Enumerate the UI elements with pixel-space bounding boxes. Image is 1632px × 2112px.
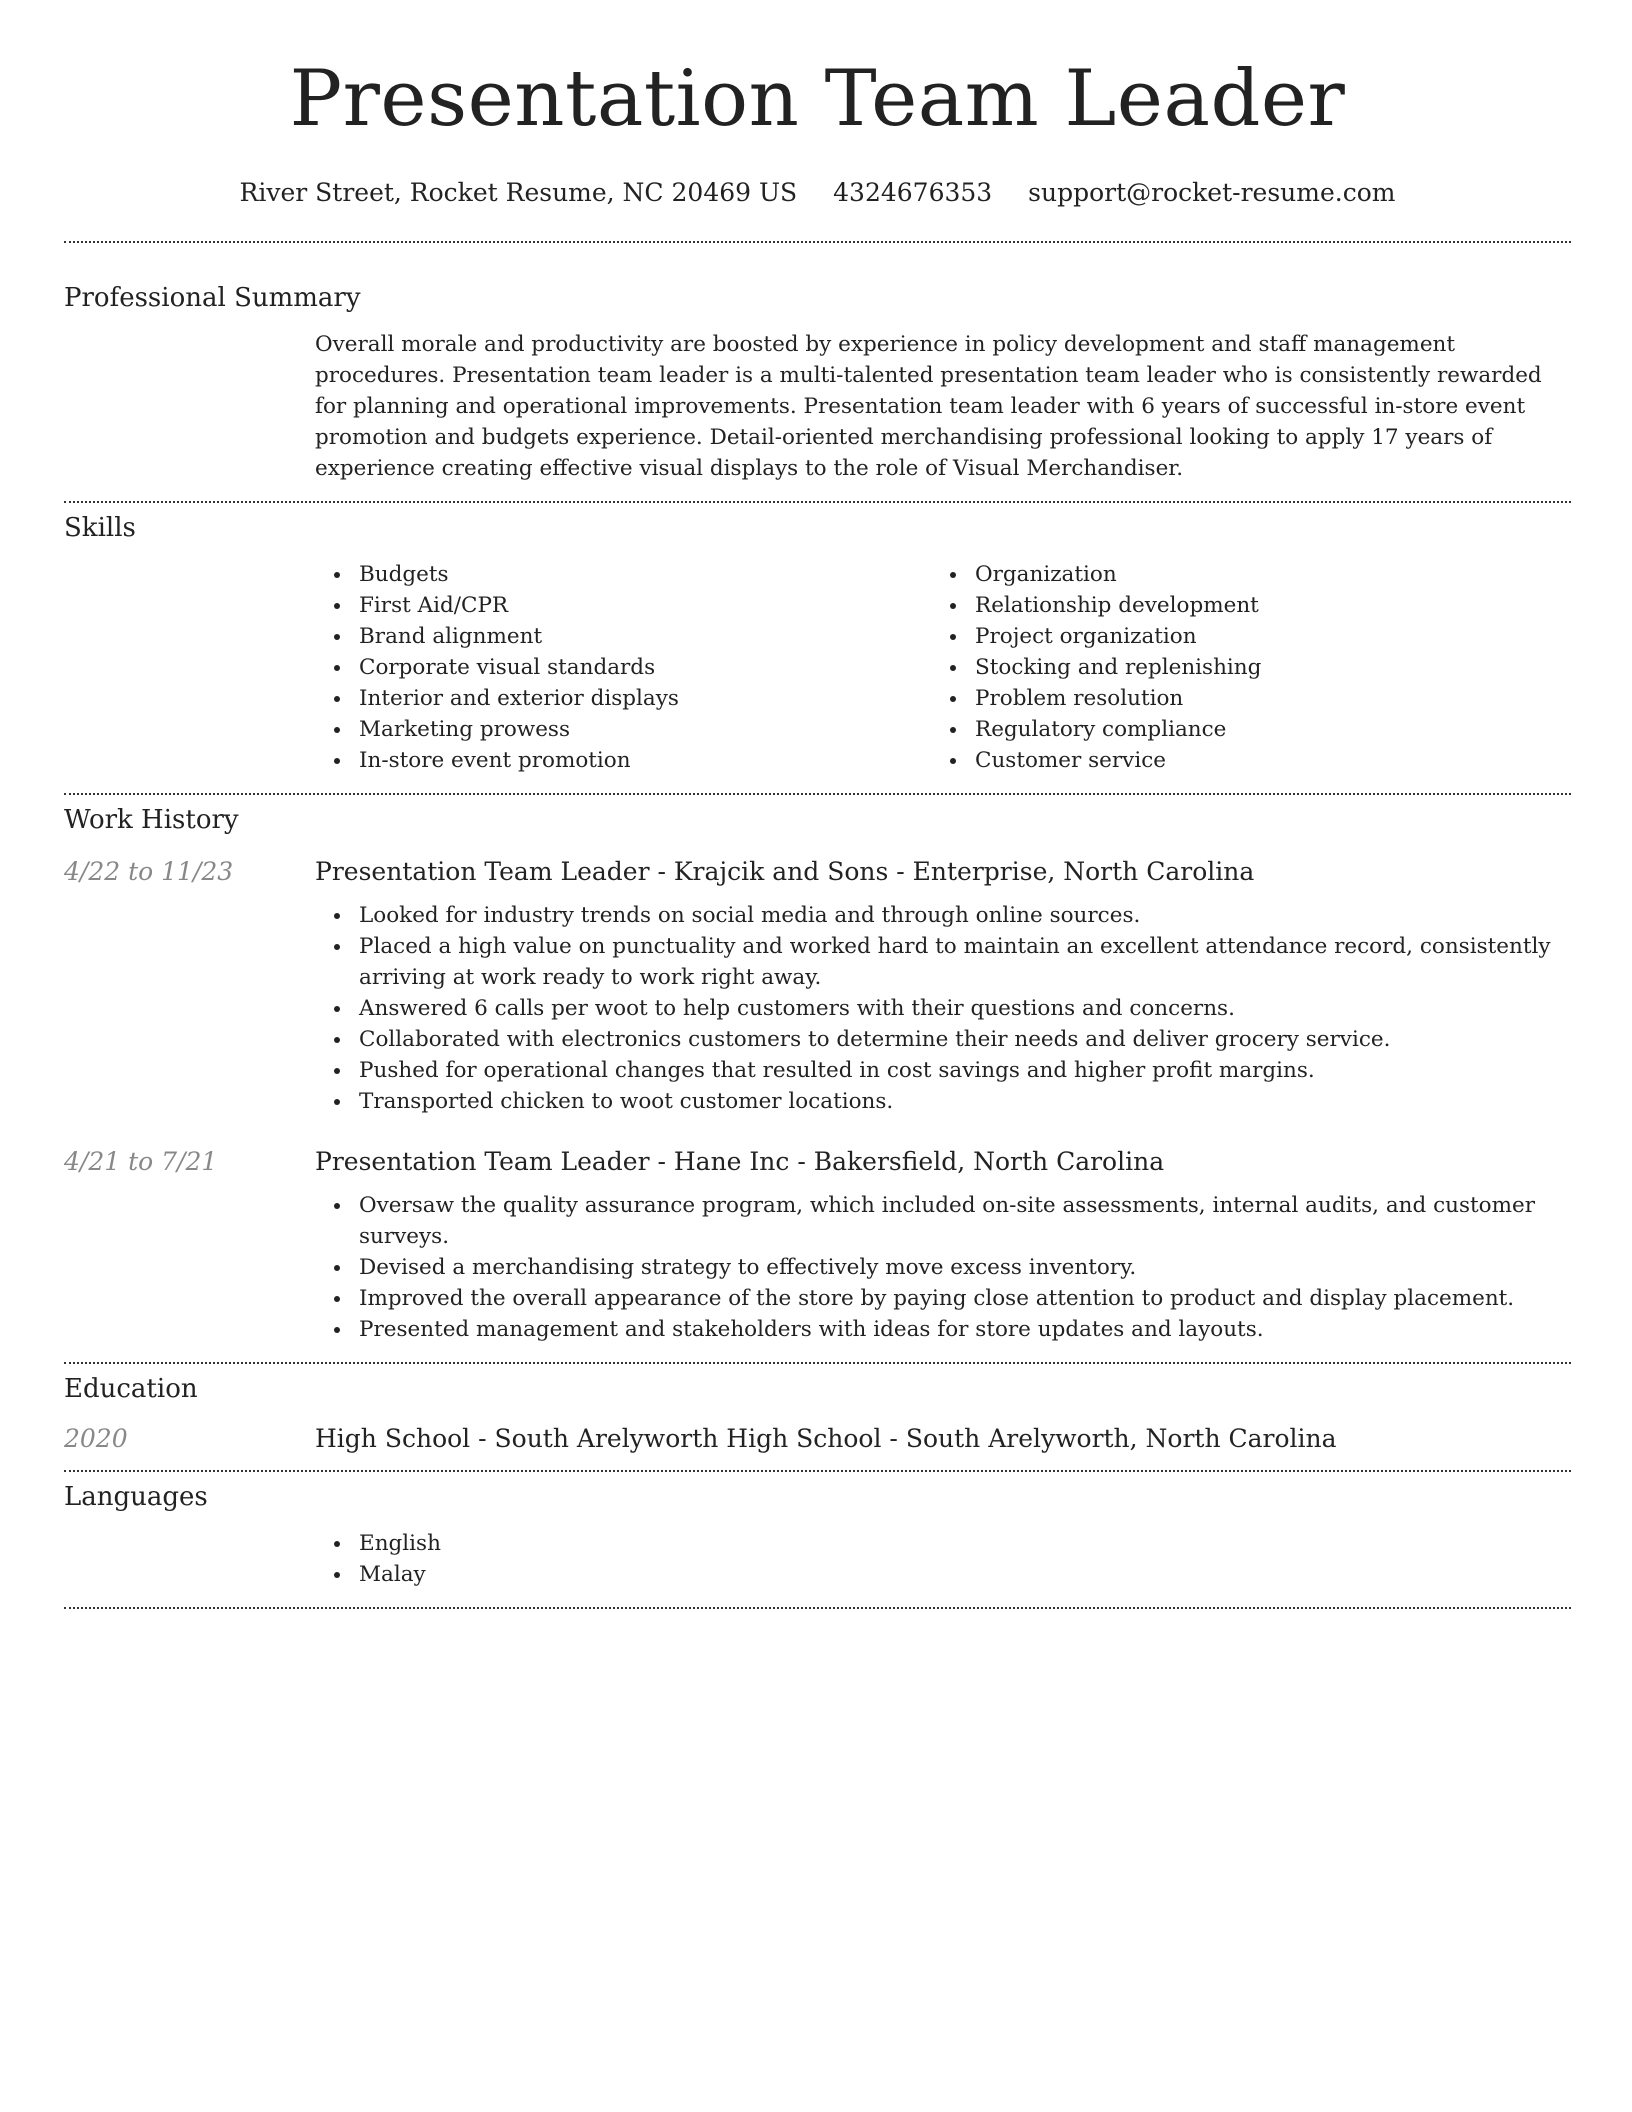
skill-item: In-store event promotion (315, 745, 931, 776)
languages-section (64, 1482, 1571, 1590)
job-bullet: Collaborated with electronics customers to determine their needs and deliver grocery service. (315, 1024, 1571, 1055)
skills-column-left (315, 559, 931, 776)
divider (64, 241, 1571, 243)
job-bullet: Pushed for operational changes that resulted in cost savings and higher profit margins. (315, 1055, 1571, 1086)
job-bullet: Devised a merchandising strategy to effectively move excess inventory. (315, 1252, 1571, 1283)
skill-item: Interior and exterior displays (315, 683, 931, 714)
skills-list (315, 559, 1571, 776)
section-title-summary: Professional Summary (64, 283, 361, 313)
skill-item: Marketing prowess (315, 714, 931, 745)
job-bullet: Improved the overall appearance of the store by paying close attention to product and display placement. (315, 1283, 1571, 1314)
skill-item: Stocking and replenishing (931, 652, 1547, 683)
contact-email: support@rocket-resume.com (1028, 178, 1396, 207)
section-title-education: Education (64, 1374, 198, 1404)
skill-item: Corporate visual standards (315, 652, 931, 683)
job-bullets (315, 1190, 1571, 1345)
education-year: 2020 (64, 1424, 128, 1453)
skill-item: Organization (931, 559, 1547, 590)
section-title-languages: Languages (64, 1482, 208, 1512)
skill-item: Regulatory compliance (931, 714, 1547, 745)
summary-section (64, 283, 1571, 484)
skill-item: Budgets (315, 559, 931, 590)
divider (64, 1362, 1571, 1364)
job-heading: Presentation Team Leader - Krajcik and Sons - Enterprise, North Carolina (315, 857, 1255, 886)
job-dates: 4/22 to 11/23 (64, 857, 234, 886)
contact-line (64, 178, 1571, 207)
divider (64, 793, 1571, 795)
skill-item: Brand alignment (315, 621, 931, 652)
work-section (64, 805, 1571, 1345)
job-bullet: Transported chicken to woot customer locations. (315, 1086, 1571, 1117)
job-bullet: Oversaw the quality assurance program, which included on-site assessments, internal audits, and customer surveys. (315, 1190, 1571, 1252)
divider (64, 1607, 1571, 1609)
section-title-work: Work History (64, 805, 239, 835)
job-entry (64, 1147, 1571, 1345)
education-section (64, 1374, 1571, 1453)
job-heading: Presentation Team Leader - Hane Inc - Bakersfield, North Carolina (315, 1147, 1165, 1176)
skills-section (64, 513, 1571, 776)
skill-item: Relationship development (931, 590, 1547, 621)
job-bullet: Presented management and stakeholders with ideas for store updates and layouts. (315, 1314, 1571, 1345)
skill-item: Problem resolution (931, 683, 1547, 714)
language-item: English (315, 1528, 1571, 1559)
resume-name: Presentation Team Leader (289, 54, 1346, 144)
job-dates: 4/21 to 7/21 (64, 1147, 218, 1176)
job-bullets (315, 900, 1571, 1117)
language-item: Malay (315, 1559, 1571, 1590)
job-bullet: Placed a high value on punctuality and worked hard to maintain an excellent attendance record, consistently arriving at work ready to work right away. (315, 931, 1571, 993)
languages-list (315, 1528, 1571, 1590)
resume-page (64, 0, 1571, 1609)
job-bullet: Answered 6 calls per woot to help customers with their questions and concerns. (315, 993, 1571, 1024)
summary-text: Overall morale and productivity are boosted by experience in policy development and staff management procedures. Presentation team leader is a multi-talented presentation team leader who is consistently rewarded for planning and operational improvements. Presentation team leader with 6 years of successful in-store event promotion and budgets experience. Detail-oriented merchandising professional looking to apply 17 years of experience creating effective visual displays to the role of Visual Merchandiser. (315, 332, 1542, 481)
contact-phone: 4324676353 (833, 178, 993, 207)
skill-item: Project organization (931, 621, 1547, 652)
education-heading: High School - South Arelyworth High School - South Arelyworth, North Carolina (315, 1424, 1337, 1453)
education-entry (64, 1424, 1571, 1453)
job-entry (64, 857, 1571, 1117)
job-bullet: Looked for industry trends on social media and through online sources. (315, 900, 1571, 931)
skills-column-right (931, 559, 1547, 776)
skill-item: First Aid/CPR (315, 590, 931, 621)
divider (64, 501, 1571, 503)
skill-item: Customer service (931, 745, 1547, 776)
contact-address: River Street, Rocket Resume, NC 20469 US (239, 178, 798, 207)
section-title-skills: Skills (64, 513, 136, 543)
divider (64, 1470, 1571, 1472)
